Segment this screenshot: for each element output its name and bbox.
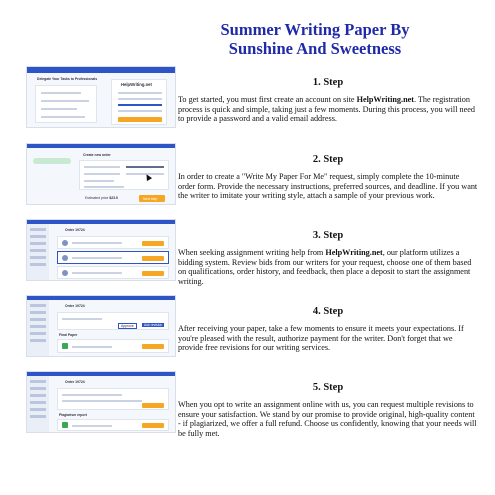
screenshot-bid-row <box>57 266 169 279</box>
title-line-1: Summer Writing Paper By <box>220 20 410 39</box>
step-5-heading: 5. Step <box>312 382 344 393</box>
step-2-screenshot <box>26 143 176 205</box>
screenshot-file-row <box>57 339 169 353</box>
step-1 <box>178 76 478 124</box>
screenshot-header-bar <box>27 220 175 224</box>
screenshot-revision-button: Ask revision <box>144 323 163 327</box>
step-1-screenshot <box>26 66 176 128</box>
screenshot-sidebar <box>27 224 49 280</box>
screenshot-revision-panel <box>57 388 169 410</box>
step-5-text: When you opt to write an assignment online with us, you can request multiple revisions to ensure your satisfaction. We stand by our promise to provide original, high-quality content - if plagiarized, we offer a full refund. Choose us confidently, knowing that your needs will be fully met. <box>178 400 477 438</box>
screenshot-order-number: Order 19724 <box>65 380 85 384</box>
step-4 <box>178 305 478 353</box>
screenshot-sidebar <box>27 376 49 432</box>
screenshot-bid-row-selected <box>57 251 169 264</box>
step-4-heading: 4. Step <box>312 306 344 317</box>
screenshot-plagiarism-label: Plagiarism report <box>59 413 87 417</box>
step-2-text: In order to create a "Write My Paper For Me" request, simply complete the 10-minute order form. Provide the necessary instructions, preferred sources, and deadline. If you want the writer to imitate your writing style, attach a sample of your previous work. <box>178 172 478 201</box>
screenshot-header-bar <box>27 144 175 148</box>
screenshot-heading: Create new order <box>83 153 111 157</box>
screenshot-signup-form <box>111 79 167 125</box>
screenshot-header-bar <box>27 296 175 300</box>
screenshot-sidebar <box>27 300 49 356</box>
step-4-screenshot <box>26 295 176 357</box>
step-3-text: When seeking assignment writing help from HelpWriting.net, our platform utilizes a bidding system. Review bids from our writers for your request, choose one of them based on qualifications, order history, and feedback, then place a deposit to start the assignment writing. <box>178 248 472 286</box>
screenshot-caption: Delegate Your Tasks to Professionals <box>37 77 98 81</box>
screenshot-price-label: Estimated price $23.5 <box>85 196 118 200</box>
screenshot-next-button: Next step <box>139 195 165 202</box>
screenshot-intro-panel <box>35 85 97 123</box>
brand-link: HelpWriting.net <box>356 95 414 104</box>
step-1-text: To get started, you must first create an account on site HelpWriting.net. The registration process is quick and simple, taking just a few moments. During this process, you will need to provide a password and a valid email address. <box>178 95 475 124</box>
step-4-text: After receiving your paper, take a few moments to ensure it meets your expectations. If you're pleased with the result, authorize payment for the writer. Don't forget that we provide free revisions for our writing services. <box>178 324 464 353</box>
screenshot-signup-button <box>118 117 162 122</box>
title-line-2: Sunshine And Sweetness <box>228 39 402 58</box>
screenshot-final-paper-label: Final Paper <box>59 333 78 337</box>
step-2-heading: 2. Step <box>312 154 344 165</box>
step-2 <box>178 153 478 201</box>
screenshot-approve-button: Approve <box>118 323 137 329</box>
step-3 <box>178 229 478 286</box>
screenshot-report-row <box>57 419 169 431</box>
screenshot-site-name: HelpWriting.net <box>121 82 152 87</box>
step-3-heading: 3. Step <box>312 230 344 241</box>
brand-link: HelpWriting.net <box>325 248 383 257</box>
screenshot-bid-row <box>57 236 169 249</box>
screenshot-order-number: Order 19724 <box>65 304 85 308</box>
screenshot-header-bar <box>27 67 175 73</box>
step-5-screenshot <box>26 371 176 433</box>
step-1-heading: 1. Step <box>312 77 344 88</box>
screenshot-tag <box>33 158 71 164</box>
step-5 <box>178 381 478 438</box>
screenshot-header-bar <box>27 372 175 376</box>
screenshot-order-number: Order 19724 <box>65 228 85 232</box>
screenshot-order-form <box>79 160 169 190</box>
screenshot-review-panel <box>57 312 169 330</box>
step-3-screenshot <box>26 219 176 281</box>
page-title <box>150 20 480 58</box>
